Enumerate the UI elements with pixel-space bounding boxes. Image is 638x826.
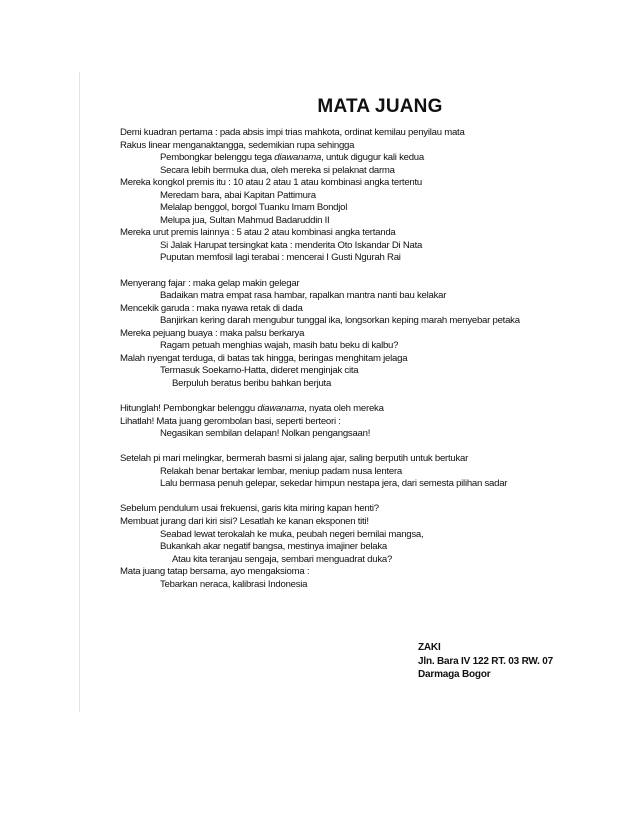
- poem-line: Menyerang fajar : maka gelap makin gelegar: [120, 277, 300, 289]
- poem-line: Pembongkar belenggu tega diawanama, untuk digugur kali kedua: [160, 152, 424, 164]
- poem-line: Malah nyengat terduga, di batas tak hingga, beringas menghitam jelaga: [120, 352, 408, 364]
- stanza-break: [120, 265, 600, 278]
- poem-title: MATA JUANG: [317, 96, 443, 117]
- poem-line: Relakah benar bertakar lembar, meniup padam nusa lentera: [160, 465, 402, 477]
- poem-line: Secara lebih bermuka dua, oleh mereka si pelaknat darma: [160, 164, 395, 176]
- poem-line: Sebelum pendulum usai frekuensi, garis kita miring kapan henti?: [120, 503, 379, 515]
- poem-line: Si Jalak Harupat tersingkat kata : menderita Oto Iskandar Di Nata: [160, 239, 423, 251]
- poem-line: Lihatlah! Mata juang gerombolan basi, seperti berteori :: [120, 415, 341, 427]
- author-name: ZAKI: [418, 642, 441, 653]
- poem-line: Mata juang tatap bersama, ayo mengaksioma :: [120, 566, 310, 578]
- poem-line: Bukankah akar negatif bangsa, mestinya imajiner belaka: [160, 541, 388, 553]
- stanza-break: [120, 390, 600, 403]
- poem-line: Meredam bara, abai Kapitan Pattimura: [160, 189, 316, 201]
- poem-line: Atau kita teranjau sengaja, sembari menguadrat duka?: [172, 553, 393, 565]
- poem-line: Hitunglah! Pembongkar belenggu diawanama, nyata oleh mereka: [120, 403, 384, 415]
- poem-line: Seabad lewat terokalah ke muka, peubah negeri bernilai mangsa,: [160, 528, 424, 540]
- poem-line: Mencekik garuda : maka nyawa retak di dada: [120, 302, 303, 314]
- italic-word: diawanama: [274, 152, 322, 164]
- poem: [120, 96, 600, 591]
- poem-line: Mereka pejuang buaya : maka palsu berkarya: [120, 327, 305, 339]
- poem-line: Rakus linear menganaktangga, sedemikian rupa sehingga: [120, 139, 355, 151]
- stanza-break: [120, 491, 600, 504]
- poem-line: Demi kuadran pertama : pada absis impi trias mahkota, ordinat kemilau penyilau mata: [120, 127, 465, 138]
- poem-line: Lalu bermasa penuh gelepar, sekedar himpun nestapa jera, dari semesta pilihan sadar: [160, 478, 508, 490]
- author-address: Jln. Bara IV 122 RT. 03 RW. 07: [418, 655, 553, 667]
- poem-line: Tebarkan neraca, kalibrasi Indonesia: [160, 578, 308, 590]
- stanza-break: [120, 441, 600, 454]
- poem-line: Mereka kongkol premis itu : 10 atau 2 atau 1 atau kombinasi angka tertentu: [120, 177, 423, 189]
- poem-line: Banjirkan kering darah mengubur tunggal ika, longsorkan keping marah menyebar petaka: [160, 315, 520, 327]
- poem-line: Termasuk Soekarno-Hatta, dideret menginjak cita: [160, 365, 359, 377]
- poem-line: Puputan memfosil lagi terabai : mencerai I Gusti Ngurah Rai: [160, 252, 401, 264]
- poem-line: Setelah pi mari melingkar, bermerah basmi si jalang ajar, saling berputih untuk bertukar: [120, 453, 469, 465]
- italic-word: diawanama: [257, 403, 305, 415]
- poem-line: Melalap benggol, borgol Tuanku Imam Bondjol: [160, 202, 348, 214]
- poem-line: Negasikan sembilan delapan! Nolkan pengangsaan!: [160, 428, 371, 440]
- poem-line: Membuat jurang dari kiri sisi? Lesatlah ke kanan eksponen titi!: [120, 515, 369, 527]
- poem-line: Melupa jua, Sultan Mahmud Badaruddin II: [160, 214, 330, 226]
- signature-block: [418, 641, 553, 682]
- poem-line: Berpuluh beratus beribu bahkan berjuta: [172, 377, 332, 389]
- poem-line: Ragam petuah menghias wajah, masih batu beku di kalbu?: [160, 340, 399, 352]
- poem-line: Badaikan matra empat rasa hambar, rapalkan mantra nanti bau kelakar: [160, 290, 447, 302]
- poem-line: Mereka urut premis lainnya : 5 atau 2 atau kombinasi angka tertanda: [120, 227, 396, 239]
- page-margin-rule: [79, 72, 80, 712]
- author-city: Darmaga Bogor: [418, 669, 491, 680]
